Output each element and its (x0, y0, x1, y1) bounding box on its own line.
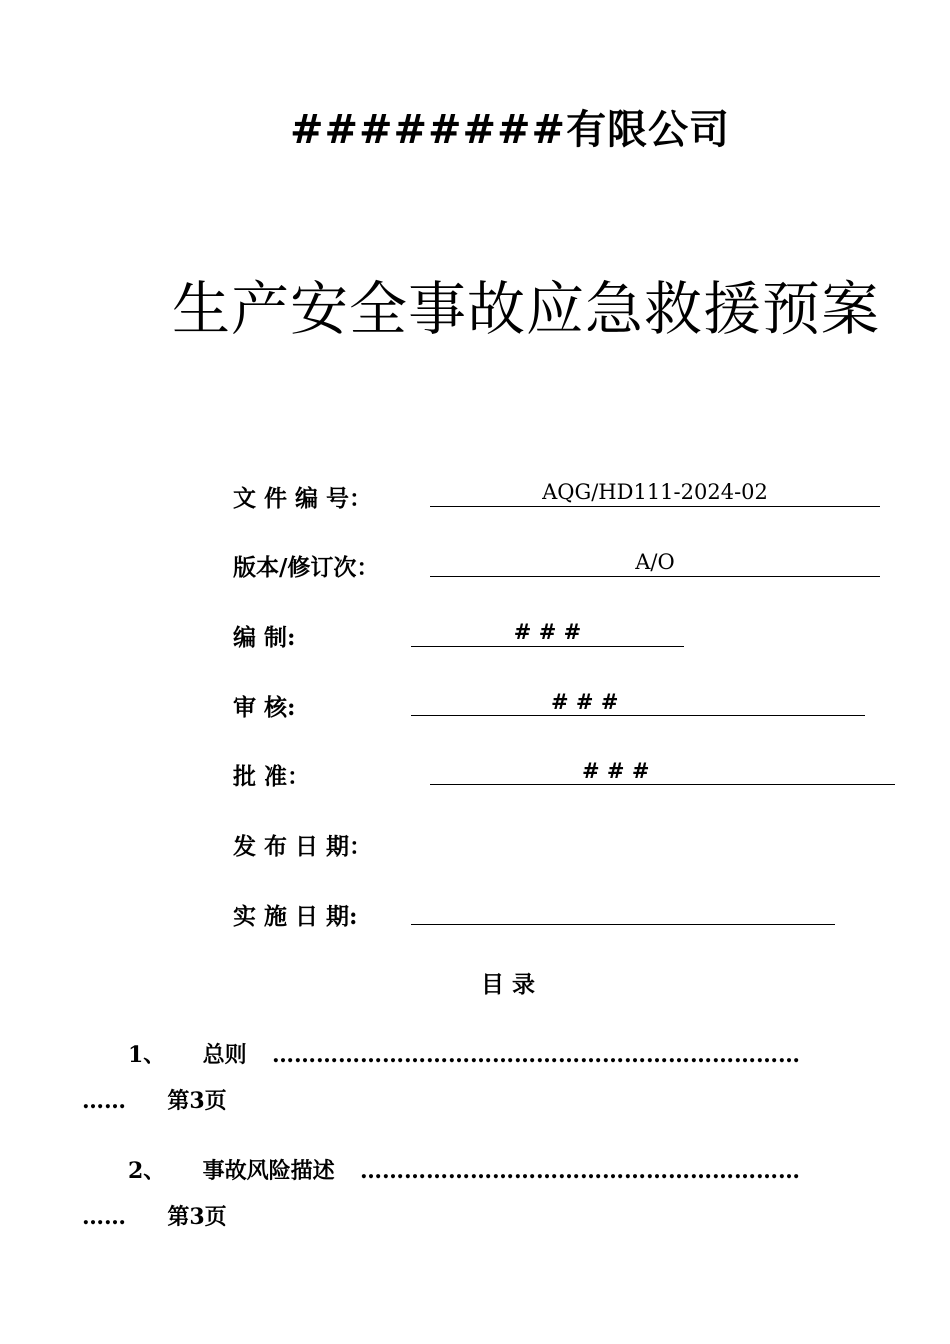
toc-item-2-continuation (82, 1200, 227, 1231)
approved-by-label: 批 准： (233, 763, 311, 790)
version-label: 版本/修订次： (233, 554, 380, 581)
reviewed-by-label: 审 核: (233, 694, 296, 721)
prepared-by-field[interactable]: # # # (411, 618, 684, 647)
reviewed-by-field[interactable]: # # # (411, 688, 865, 716)
toc-leader-dots: …… (82, 1088, 126, 1114)
doc-number-field[interactable]: AQG/HD111-2024-02 (430, 478, 880, 507)
toc-title: 目 录 (480, 971, 535, 998)
implement-date-label: 实 施 日 期: (233, 903, 358, 930)
toc-item-number: 1、 (128, 1042, 166, 1068)
doc-number-label: 文 件 编 号： (233, 485, 373, 512)
toc-page-number: 第3页 (167, 1204, 227, 1230)
approved-by-field[interactable]: # # # (430, 757, 895, 785)
toc-item-number: 2、 (128, 1158, 166, 1184)
toc-leader-dots: …………………………………………………… (360, 1158, 801, 1184)
company-name: ########有限公司 (289, 106, 731, 153)
implement-date-field[interactable] (411, 896, 835, 925)
version-field[interactable]: A/O (430, 548, 880, 577)
toc-item-name: 总则 (202, 1042, 247, 1068)
toc-item-name: 事故风险描述 (202, 1158, 335, 1184)
release-date-label: 发 布 日 期： (233, 833, 373, 860)
toc-item-1[interactable] (128, 1038, 800, 1069)
toc-leader-dots: ……………………………………………………………… (272, 1042, 801, 1068)
document-title: 生产安全事故应急救援预案 (172, 275, 881, 343)
prepared-by-label: 编 制: (233, 624, 296, 651)
toc-item-1-continuation (82, 1084, 227, 1115)
toc-item-2[interactable] (128, 1154, 800, 1185)
toc-leader-dots: …… (82, 1204, 126, 1230)
toc-page-number: 第3页 (167, 1088, 227, 1114)
